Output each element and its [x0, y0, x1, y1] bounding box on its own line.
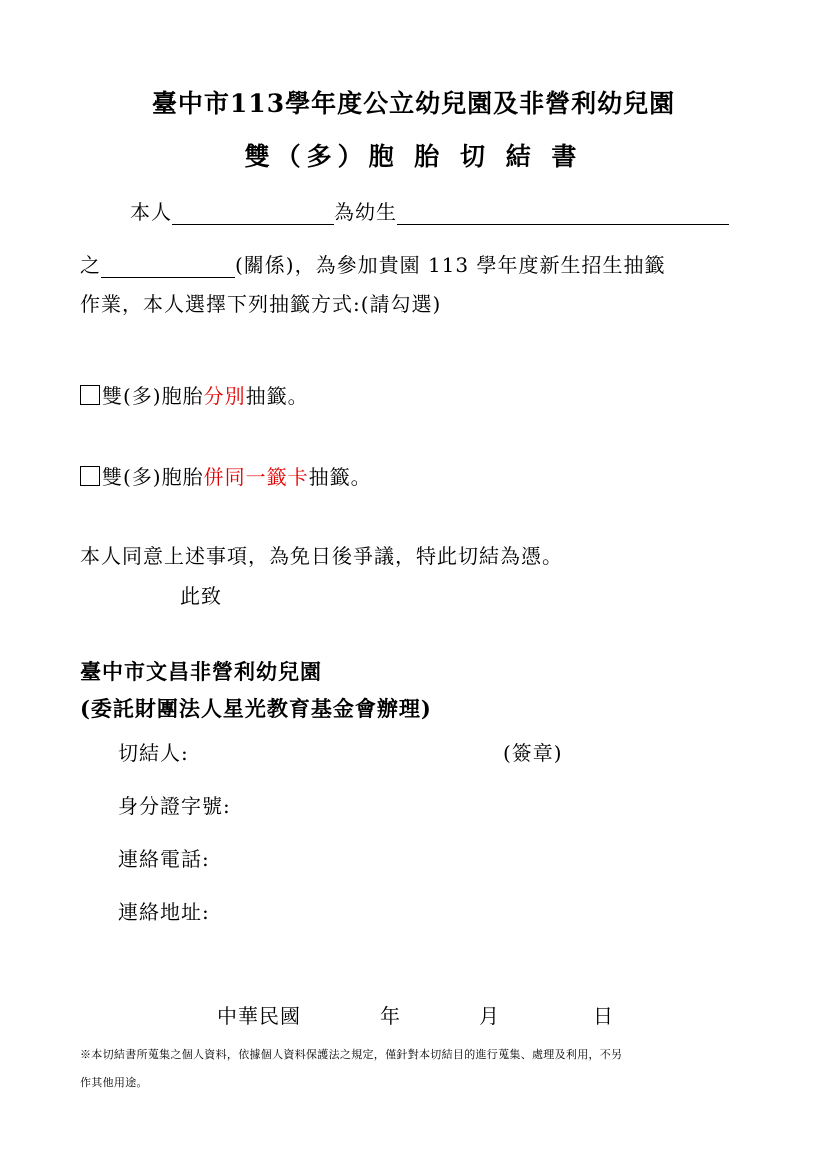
- option-together-prefix: 雙(多)胞胎: [102, 465, 204, 489]
- option-separate-checkbox[interactable]: [80, 385, 100, 405]
- intro-self-label: 本人: [130, 200, 172, 224]
- parent-name-blank: [172, 202, 334, 225]
- id-number-label: 身分證字號:: [118, 794, 231, 818]
- option-together: [80, 461, 372, 490]
- salutation: 此致: [180, 584, 222, 608]
- relationship-blank: [101, 255, 235, 278]
- recipient-operator: (委託財團法人星光教育基金會辦理): [80, 696, 432, 721]
- option-together-highlight: 併同一籤卡: [203, 465, 309, 489]
- agreement-text: 本人同意上述事項，為免日後爭議，特此切結為憑。: [80, 544, 563, 568]
- option-separate-highlight: 分別: [203, 384, 246, 408]
- phone-label: 連絡電話:: [118, 847, 210, 871]
- intro-line-2: [80, 249, 666, 278]
- recipient-name: 臺中市文昌非營利幼兒園: [80, 659, 322, 684]
- date-day: 日: [593, 1004, 614, 1028]
- intro-relationship-text: (關係)，為參加貴園 113 學年度新生招生抽籤: [235, 253, 666, 277]
- document-subtitle: 雙（多）胞 胎 切 結 書: [244, 142, 583, 171]
- option-together-suffix: 抽籤。: [308, 465, 372, 489]
- option-separate-suffix: 抽籤。: [245, 384, 309, 408]
- option-separate: [80, 380, 309, 409]
- date-month: 月: [479, 1004, 500, 1028]
- date-year: 年: [380, 1004, 401, 1028]
- intro-line-3: 作業，本人選擇下列抽籤方式:(請勾選): [80, 292, 442, 316]
- child-name-blank: [397, 202, 729, 225]
- address-label: 連絡地址:: [118, 900, 210, 924]
- intro-line-1: [130, 196, 729, 225]
- intro-of-label: 之: [80, 253, 101, 277]
- option-separate-prefix: 雙(多)胞胎: [102, 384, 204, 408]
- footnote-line-2: 作其他用途。: [80, 1076, 148, 1089]
- option-together-checkbox[interactable]: [80, 466, 100, 486]
- footnote-line-1: ※本切結書所蒐集之個人資料，依據個人資料保護法之規定，僅針對本切結目的進行蒐集、處理及利用，不另: [80, 1048, 623, 1061]
- signer-label: 切結人:: [118, 741, 189, 765]
- date-era: 中華民國: [217, 1004, 301, 1028]
- intro-child-label: 為幼生: [334, 200, 397, 224]
- document-title: 臺中市113學年度公立幼兒園及非營利幼兒園: [151, 89, 676, 118]
- seal-label: (簽章): [503, 741, 563, 765]
